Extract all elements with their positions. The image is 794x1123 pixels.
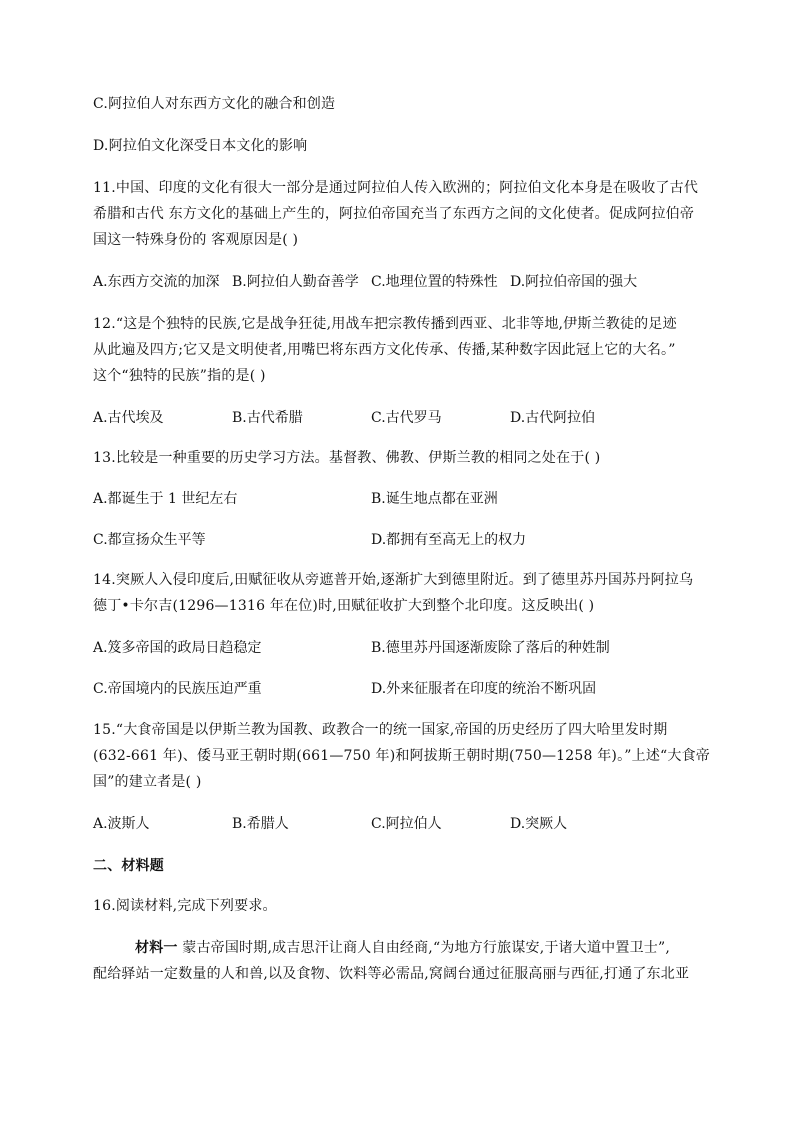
material-label: 材料一 bbox=[135, 940, 178, 956]
q11-option-c: C.地理位置的特殊性 bbox=[371, 274, 498, 290]
q13-option-c: C.都宣扬众生平等 bbox=[93, 532, 206, 548]
q15-stem-line-1: 15.“大食帝国是以伊斯兰教为国教、政教合一的统一国家,帝国的历史经历了四大哈里发时期 bbox=[93, 722, 668, 738]
q16-material-line-2: 配给驿站一定数量的人和兽,以及食物、饮料等必需品,窝阔台通过征服高丽与西征,打通了东北亚 bbox=[93, 966, 690, 982]
q12-option-b: B.古代希腊 bbox=[232, 410, 303, 426]
q11-option-b: B.阿拉伯人勤奋善学 bbox=[232, 274, 359, 290]
q12-option-c: C.古代罗马 bbox=[371, 410, 442, 426]
q14-stem-line-2: 德丁•卡尔吉(1296—1316 年在位)时,田赋征收扩大到整个北印度。这反映出( ) bbox=[93, 598, 595, 614]
q15-stem-line-2: (632-661 年)、倭马亚王朝时期(661—750 年)和阿拔斯王朝时期(750—1258 年)。”上述“大食帝 bbox=[93, 748, 711, 764]
q16-stem-line-1: 16.阅读材料,完成下列要求。 bbox=[93, 898, 277, 914]
q15-option-b: B.希腊人 bbox=[232, 816, 289, 832]
q14-option-b: B.德里苏丹国逐渐废除了落后的种姓制 bbox=[371, 640, 610, 656]
q14-option-c: C.帝国境内的民族压迫严重 bbox=[93, 681, 262, 697]
q14-option-d: D.外来征服者在印度的统治不断巩固 bbox=[371, 681, 597, 697]
q16-material-line-1 bbox=[135, 938, 670, 958]
q15-option-d: D.突厥人 bbox=[510, 816, 568, 832]
q12-stem-line-3: 这个“独特的民族”指的是( ) bbox=[93, 368, 266, 384]
q14-option-a: A.笈多帝国的政局日趋稳定 bbox=[93, 640, 262, 656]
q12-stem-line-2: 从此遍及四方;它又是文明使者,用嘴巴将东西方文化传承、传播,某种数字因此冠上它的大名。” bbox=[93, 342, 676, 358]
q11-stem-line-2: 希腊和古代 东方文化的基础上产生的，阿拉伯帝国充当了东西方之间的文化使者。促成阿拉伯帝 bbox=[93, 206, 695, 222]
material-text: 蒙古帝国时期,成吉思汗让商人自由经商,“为地方行旅谋安,于诸大道中置卫士”, bbox=[177, 940, 670, 956]
q15-stem-line-3: 国”的建立者是( ) bbox=[93, 774, 202, 790]
q11-option-a: A.东西方交流的加深 bbox=[93, 274, 220, 290]
q12-option-d: D.古代阿拉伯 bbox=[510, 410, 596, 426]
q13-option-a: A.都诞生于 1 世纪左右 bbox=[93, 491, 238, 507]
q11-option-d: D.阿拉伯帝国的强大 bbox=[510, 274, 638, 290]
q11-stem-line-3: 国这一特殊身份的 客观原因是( ) bbox=[93, 232, 299, 248]
q12-stem-line-1: 12.“这是个独特的民族,它是战争狂徒,用战车把宗教传播到西亚、北非等地,伊斯兰教徒的足迹 bbox=[93, 316, 677, 332]
q10-option-d: D.阿拉伯文化深受日本文化的影响 bbox=[93, 138, 308, 154]
q14-stem-line-1: 14.突厥人入侵印度后,田赋征收从旁遮普开始,逐渐扩大到德里附近。到了德里苏丹国苏丹阿拉乌 bbox=[93, 572, 694, 588]
q10-option-c: C.阿拉伯人对东西方文化的融合和创造 bbox=[93, 96, 336, 112]
q13-option-d: D.都拥有至高无上的权力 bbox=[371, 532, 527, 548]
section-heading: 二、材料题 bbox=[93, 858, 164, 874]
q13-stem-line-1: 13.比较是一种重要的历史学习方法。基督教、佛教、伊斯兰教的相同之处在于( ) bbox=[93, 450, 601, 466]
q15-option-c: C.阿拉伯人 bbox=[371, 816, 442, 832]
q12-option-a: A.古代埃及 bbox=[93, 410, 164, 426]
q15-option-a: A.波斯人 bbox=[93, 816, 150, 832]
q11-stem-line-1: 11.中国、印度的文化有很大一部分是通过阿拉伯人传入欧洲的；阿拉伯文化本身是在吸收了古代 bbox=[93, 180, 699, 196]
q13-option-b: B.诞生地点都在亚洲 bbox=[371, 491, 498, 507]
